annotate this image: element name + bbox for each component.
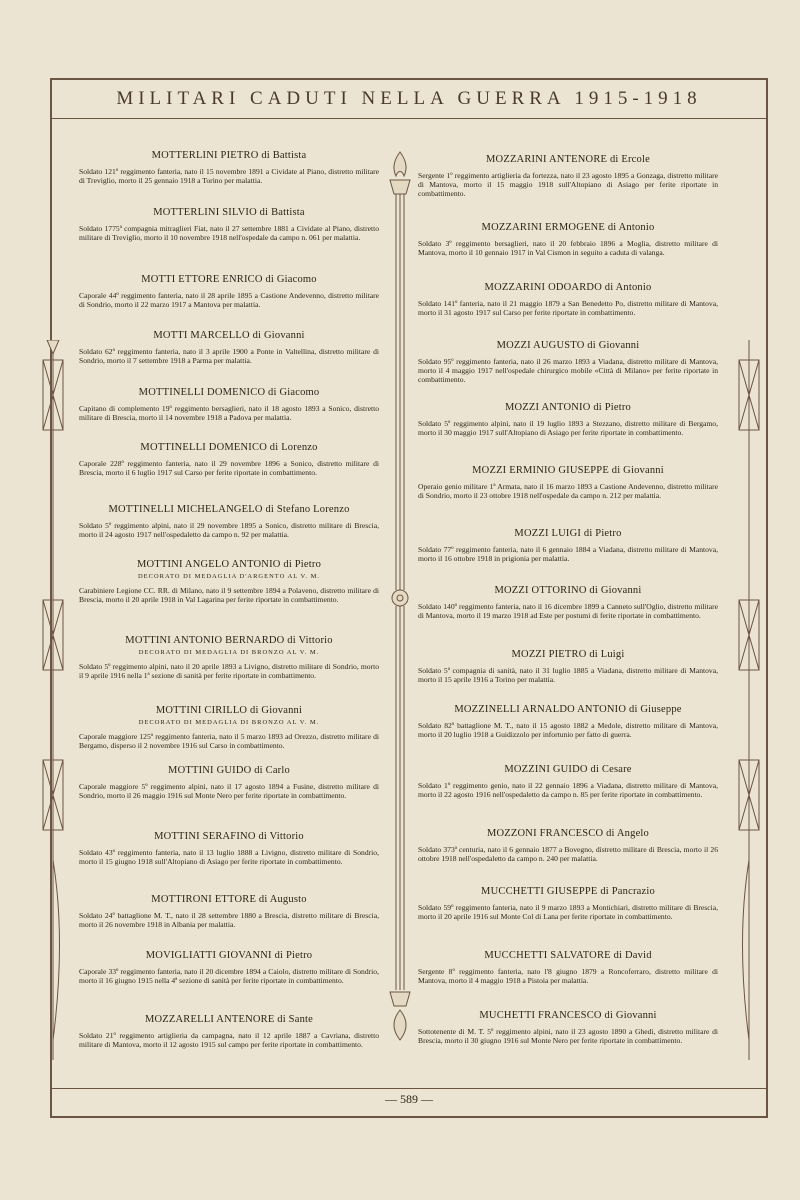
record-name: MOZZI ANTONIO di Pietro	[504, 402, 632, 413]
record-entry	[418, 1010, 718, 1045]
record-text: Soldato 43º reggimento fanteria, nato il 13 luglio 1888 a Livigno, distretto militare di Sondrio, morto il 15 giugno 1918 sull'Altopiano di Asiago per ferite riportate in combattimento.	[79, 848, 379, 866]
record-entry	[79, 207, 379, 242]
footer-divider	[52, 1088, 766, 1089]
record-name: MUCCHETTI SALVATORE di David	[484, 950, 652, 961]
record-entry	[418, 828, 718, 863]
record-text: Soldato 5º reggimento alpini, nato il 29 novembre 1895 a Sonico, distretto militare di Brescia, morto il 24 agosto 1917 nell'ospedaletto da campo n. 92 per malattia.	[79, 521, 379, 539]
record-entry	[79, 387, 379, 422]
record-name: MOZZARINI ODOARDO di Antonio	[484, 282, 652, 293]
record-decoration: DECORATO DI MEDAGLIA DI BRONZO AL V. M.	[138, 649, 320, 656]
record-text: Caporale maggiore 5º reggimento alpini, nato il 17 agosto 1894 a Fusine, distretto militare di Sondrio, morto il 26 maggio 1916 sul Monte Nero per ferite riportate in combattimento.	[79, 782, 379, 800]
record-text: Soldato 95º reggimento fanteria, nato il 26 marzo 1893 a Viadana, distretto militare di Mantova, morto il 4 maggio 1917 nell'ospedale chirurgico mobile «Città di Milano» per ferite riportate in combattimento.	[418, 357, 718, 384]
record-text: Soldato 121º reggimento fanteria, nato il 15 novembre 1891 a Cividate al Piano, distretto militare di Treviglio, morto il 25 gennaio 1918 a Torino per malattia.	[79, 167, 379, 185]
record-name: MOTTINELLI MICHELANGELO di Stefano Lorenzo	[108, 504, 350, 515]
record-entry	[79, 1014, 379, 1049]
record-text: Soldato 140º reggimento fanteria, nato il 16 dicembre 1899 a Canneto sull'Oglio, distretto militare di Mantova, morto il 19 marzo 1918 ad Este per postumi di ferite riportate in combattimento.	[418, 602, 718, 620]
record-text: Soldato 5º reggimento alpini, nato il 20 aprile 1893 a Livigno, distretto militare di Sondrio, morto il 9 aprile 1916 nella 1ª sezione di sanità per ferite riportate in combattimento.	[79, 662, 379, 680]
record-text: Soldato 77º reggimento fanteria, nato il 6 gennaio 1884 a Viadana, distretto militare di Mantova, morto il 16 ottobre 1918 in prigionia per malattia.	[418, 545, 718, 563]
record-entry	[79, 635, 379, 680]
record-text: Soldato 1775ª compagnia mitraglieri Fiat, nato il 27 settembre 1881 a Cividate al Piano, distretto militare di Treviglio, morto il 10 novembre 1918 nell'ospedale da campo n. 061 per malattia.	[79, 224, 379, 242]
record-text: Carabiniere Legione CC. RR. di Milano, nato il 9 settembre 1894 a Polaveno, distretto militare di Brescia, morto il 20 aprile 1918 in Val Lagarina per ferite riportate in combattimento.	[79, 586, 379, 604]
record-text: Caporale maggiore 125º reggimento fanteria, nato il 5 marzo 1893 ad Orezzo, distretto militare di Bergamo, disperso il 2 novembre 1916 sul Carso in combattimento.	[79, 732, 379, 750]
record-entry	[79, 831, 379, 866]
record-name: MOZZI LUIGI di Pietro	[514, 528, 622, 539]
record-entry	[79, 504, 379, 539]
record-name: MOTTINELLI DOMENICO di Giacomo	[138, 387, 320, 398]
record-name: MOTTINI ANTONIO BERNARDO di Vittorio	[125, 635, 333, 646]
record-name: MOTTINELLI DOMENICO di Lorenzo	[140, 442, 318, 453]
page-number: — 589 —	[385, 1092, 433, 1106]
record-entry	[79, 442, 379, 477]
record-name: MOZZONI FRANCESCO di Angelo	[486, 828, 650, 839]
record-name: MOZZI ERMINIO GIUSEPPE di Giovanni	[472, 465, 664, 476]
record-entry	[418, 886, 718, 921]
record-name: MOTTINI SERAFINO di Vittorio	[154, 831, 304, 842]
record-name: MOTTIRONI ETTORE di Augusto	[151, 894, 307, 905]
record-entry	[418, 282, 718, 317]
record-text: Soldato 5ª compagnia di sanità, nato il 31 luglio 1885 a Viadana, distretto militare di Mantova, morto il 15 aprile 1916 a Torino per malattia.	[418, 666, 718, 684]
record-name: MOZZARINI ERMOGENE di Antonio	[481, 222, 655, 233]
record-text: Soldato 21º reggimento artiglieria da campagna, nato il 12 aprile 1887 a Cavriana, distretto militare di Mantova, morto il 12 agosto 1915 sul campo per ferite riportate in combattimento.	[79, 1031, 379, 1049]
record-name: MOTTERLINI PIETRO di Battista	[151, 150, 307, 161]
record-text: Soldato 59º reggimento fanteria, nato il 9 marzo 1893 a Montichiari, distretto militare di Brescia, morto il 20 aprile 1916 sul Monte Col di Lana per ferite riportate in combattimento.	[418, 903, 718, 921]
record-text: Operaio genio militare 1ª Armata, nato il 16 marzo 1893 a Castione Andevenno, distretto militare di Sondrio, morto il 23 ottobre 1918 nell'ospedale da campo n. 212 per malattia.	[418, 482, 718, 500]
record-entry	[79, 950, 379, 985]
record-entry	[418, 340, 718, 384]
record-name: MOZZI OTTORINO di Giovanni	[494, 585, 642, 596]
right-flagpole-ornament	[736, 340, 762, 1060]
record-name: MOZZI PIETRO di Luigi	[511, 649, 625, 660]
record-name: MOTTI ETTORE ENRICO di Giacomo	[141, 274, 317, 285]
record-entry	[79, 765, 379, 800]
record-name: MOVIGLIATTI GIOVANNI di Pietro	[145, 950, 313, 961]
record-name: MOTTERLINI SILVIO di Battista	[153, 207, 305, 218]
record-text: Capitano di complemento 19º reggimento bersaglieri, nato il 18 agosto 1893 a Sonico, distretto militare di Brescia, morto il 14 novembre 1918 a Padova per malattia.	[79, 404, 379, 422]
record-decoration: DECORATO DI MEDAGLIA D'ARGENTO AL V. M.	[137, 573, 321, 580]
record-entry	[79, 894, 379, 929]
record-text: Soldato 373ª centuria, nato il 6 gennaio 1877 a Bovegno, distretto militare di Brescia, morto il 26 ottobre 1918 nell'ospedaletto da campo n. 240 per malattia.	[418, 845, 718, 863]
record-entry	[79, 559, 379, 604]
record-name: MOTTI MARCELLO di Giovanni	[153, 330, 305, 341]
left-flagpole-ornament	[40, 340, 66, 1060]
record-name: MOZZI AUGUSTO di Giovanni	[496, 340, 640, 351]
record-name: MOTTINI ANGELO ANTONIO di Pietro	[136, 559, 322, 570]
record-name: MUCHETTI FRANCESCO di Giovanni	[479, 1010, 657, 1021]
record-entry	[79, 150, 379, 185]
record-entry	[418, 154, 718, 198]
page-title: MILITARI CADUTI NELLA GUERRA 1915-1918	[116, 88, 702, 109]
record-text: Soldato 1º reggimento genio, nato il 22 gennaio 1896 a Viadana, distretto militare di Mantova, morto il 22 agosto 1916 nell'ospedaletto da campo n. 85 per ferite riportate in combattimento.	[418, 781, 718, 799]
record-text: Soldato 62º reggimento fanteria, nato il 3 aprile 1900 a Ponte in Valtellina, distretto militare di Sondrio, morto il 7 settembre 1918 a Parma per malattia.	[79, 347, 379, 365]
record-text: Soldato 24º battaglione M. T., nato il 28 settembre 1880 a Brescia, distretto militare di Brescia, morto il 26 novembre 1918 in Albania per malattia.	[79, 911, 379, 929]
record-decoration: DECORATO DI MEDAGLIA DI BRONZO AL V. M.	[138, 719, 320, 726]
record-name: MOZZINELLI ARNALDO ANTONIO di Giuseppe	[454, 704, 682, 715]
record-text: Soldato 141º fanteria, nato il 21 maggio 1879 a San Benedetto Po, distretto militare di Mantova, morto il 31 agosto 1917 sul Carso per ferite riportate in combattimento.	[418, 299, 718, 317]
record-entry	[79, 274, 379, 309]
record-text: Sergente 8º reggimento fanteria, nato l'8 giugno 1879 a Roncoferraro, distretto militare di Mantova, morto il 4 maggio 1918 a Pistoia per malattia.	[418, 967, 718, 985]
record-entry	[418, 402, 718, 437]
record-name: MOZZARELLI ANTENORE di Sante	[144, 1014, 314, 1025]
record-entry	[418, 764, 718, 799]
record-entry	[418, 649, 718, 684]
record-name: MUCCHETTI GIUSEPPE di Pancrazio	[481, 886, 655, 897]
record-entry	[418, 528, 718, 563]
record-name: MOZZINI GUIDO di Cesare	[504, 764, 632, 775]
record-entry	[418, 950, 718, 985]
record-entry	[79, 705, 379, 750]
record-name: MOTTINI CIRILLO di Giovanni	[155, 705, 303, 716]
record-entry	[418, 465, 718, 500]
record-text: Caporale 33º reggimento fanteria, nato il 20 dicembre 1894 a Caiolo, distretto militare di Sondrio, morto il 16 giugno 1915 nella 4ª sezione di sanità per ferite riportate in combattimento.	[79, 967, 379, 985]
record-name: MOTTINI GUIDO di Carlo	[168, 765, 290, 776]
record-name: MOZZARINI ANTENORE di Ercole	[486, 154, 650, 165]
record-entry	[418, 222, 718, 257]
record-text: Sottotenente di M. T. 5º reggimento alpini, nato il 23 agosto 1890 a Ghedi, distretto militare di Brescia, morto il 30 giugno 1916 sul Monte Nero per ferite riportate in combattimento.	[418, 1027, 718, 1045]
record-entry	[418, 585, 718, 620]
page-header	[52, 80, 766, 119]
central-torch-ornament	[386, 150, 414, 1050]
record-text: Caporale 44º reggimento fanteria, nato il 28 aprile 1895 a Castione Andevenno, distretto militare di Sondrio, morto il 22 marzo 1917 a Mantova per malattia.	[79, 291, 379, 309]
record-text: Soldato 5º reggimento alpini, nato il 19 luglio 1893 a Stezzano, distretto militare di Bergamo, morto il 30 maggio 1917 sull'Altopiano di Asiago per ferite riportate in combattimento.	[418, 419, 718, 437]
record-text: Sergente 1º reggimento artiglieria da fortezza, nato il 23 agosto 1895 a Gonzaga, distretto militare di Mantova, morto il 15 maggio 1918 sull'Altopiano di Asiago per ferite riportate in combattimento.	[418, 171, 718, 198]
record-text: Soldato 82º battaglione M. T., nato il 15 agosto 1882 a Medole, distretto militare di Mantova, morto il 20 luglio 1918 a Guidizzolo per infortunio per fatto di guerra.	[418, 721, 718, 739]
record-text: Caporale 228º reggimento fanteria, nato il 29 novembre 1896 a Sonico, distretto militare di Brescia, morto il 6 luglio 1917 sul Carso per ferite riportate in combattimento.	[79, 459, 379, 477]
record-text: Soldato 3º reggimento bersaglieri, nato il 20 febbraio 1896 a Moglia, distretto militare di Mantova, morto il 10 gennaio 1917 in Val Cismon in seguito a caduta di valanga.	[418, 239, 718, 257]
record-entry	[418, 704, 718, 739]
record-entry	[79, 330, 379, 365]
